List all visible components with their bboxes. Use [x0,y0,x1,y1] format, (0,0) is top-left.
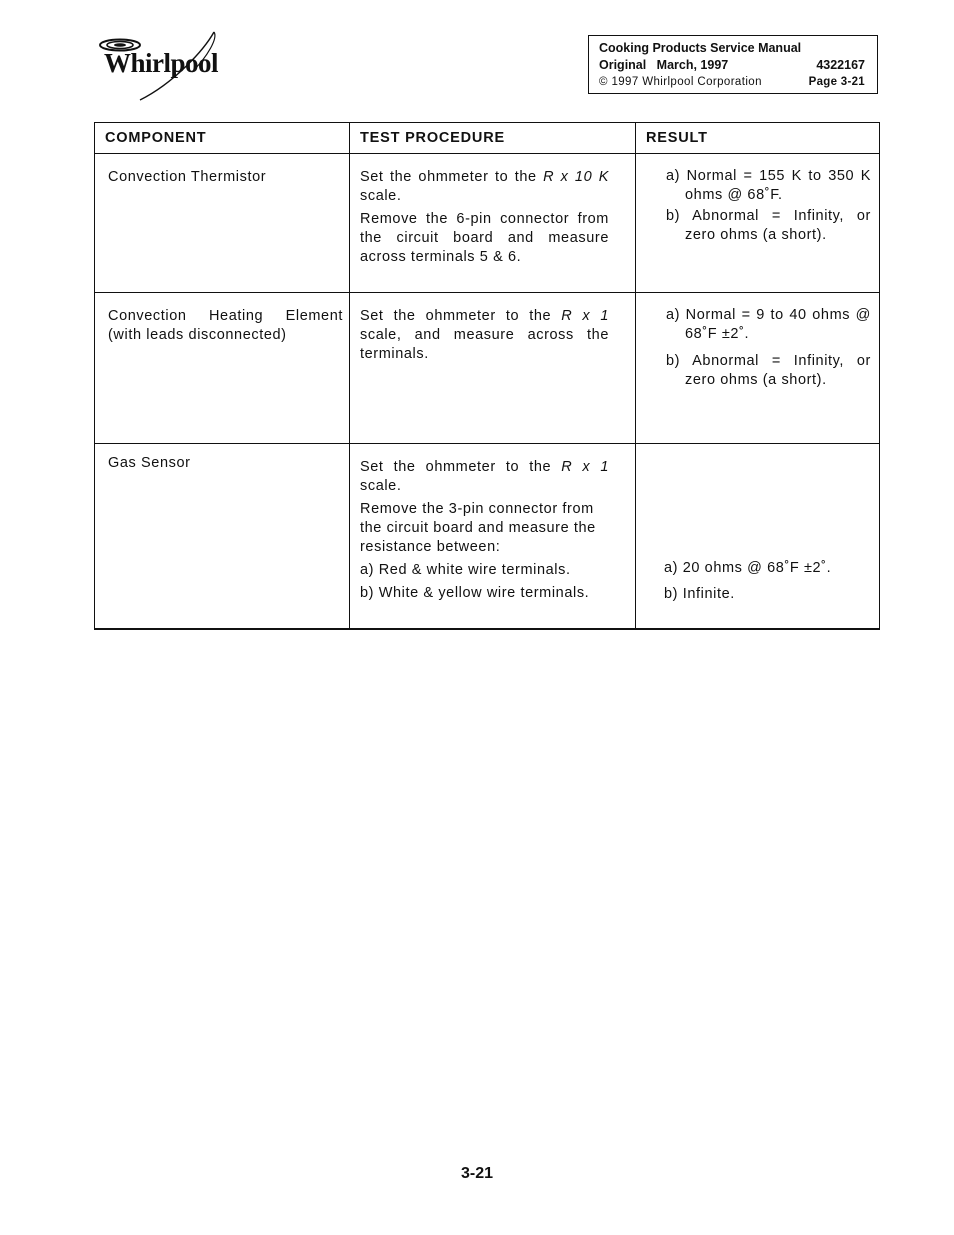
component-name: Convection Thermistor [108,169,267,185]
table-row [95,444,880,630]
procedure-cell [350,154,636,293]
component-name: Gas Sensor [108,455,191,471]
page-number: 3-21 [460,1165,494,1182]
procedure-step: Set the ohmmeter to the R x 1 scale, and measure across the terminals. [360,308,609,362]
copyright-line [599,74,877,90]
edition-label: Original [599,58,647,72]
part-number: 4322167 [816,58,865,72]
column-header-test-procedure: TEST PROCEDURE [350,123,636,154]
result-item: b) Abnormal = Infinity, or zero ohms (a short). [666,353,871,388]
test-procedure-table [94,122,880,630]
result-item: b) Infinite. [664,586,735,602]
table-row [95,154,880,293]
whirlpool-logo [96,28,236,104]
result-item: b) Abnormal = Infinity, or zero ohms (a short). [666,208,871,243]
procedure-cell [350,444,636,630]
edition-date: March, 1997 [656,58,729,72]
table-row [95,293,880,444]
manual-title: Cooking Products Service Manual [599,41,802,55]
procedure-step: b) White & yellow wire terminals. [360,585,590,601]
procedure-step: Remove the 6-pin connector from the circuit board and measure across terminals 5 & 6. [360,211,609,265]
procedure-cell [350,293,636,444]
ohmmeter-scale: R x 1 [561,459,609,475]
procedure-step: a) Red & white wire terminals. [360,562,571,578]
procedure-step: Set the ohmmeter to the R x 10 K scale. [360,169,609,204]
component-cell [95,444,350,630]
component-cell [95,293,350,444]
column-header-component: COMPONENT [95,123,350,154]
procedure-step: Remove the 3-pin connector from the circuit board and measure the resistance between: [360,501,596,555]
result-item: a) 20 ohms @ 68˚F ±2˚. [664,560,832,576]
procedure-step: Set the ohmmeter to the R x 1 scale. [360,459,609,494]
component-cell [95,154,350,293]
result-cell [636,154,880,293]
result-item: a) Normal = 9 to 40 ohms @ 68˚F ±2˚. [666,307,871,342]
component-note: (with leads disconnected) [108,327,287,343]
result-cell [636,293,880,444]
header-page-number: Page 3-21 [808,76,865,88]
ohmmeter-scale: R x 1 [561,308,609,324]
result-cell [636,444,880,630]
result-item: a) Normal = 155 K to 350 K ohms @ 68˚F. [666,168,871,203]
ohmmeter-scale: R x 10 K [543,169,609,185]
copyright-text: © 1997 Whirlpool Corporation [599,76,762,88]
column-header-result: RESULT [636,123,880,154]
table-header-row [95,123,880,154]
component-name: Convection Heating Element [108,308,343,324]
edition-line [599,57,877,74]
logo-wordmark: Whirlpool [104,48,219,78]
manual-header-box [588,35,878,94]
